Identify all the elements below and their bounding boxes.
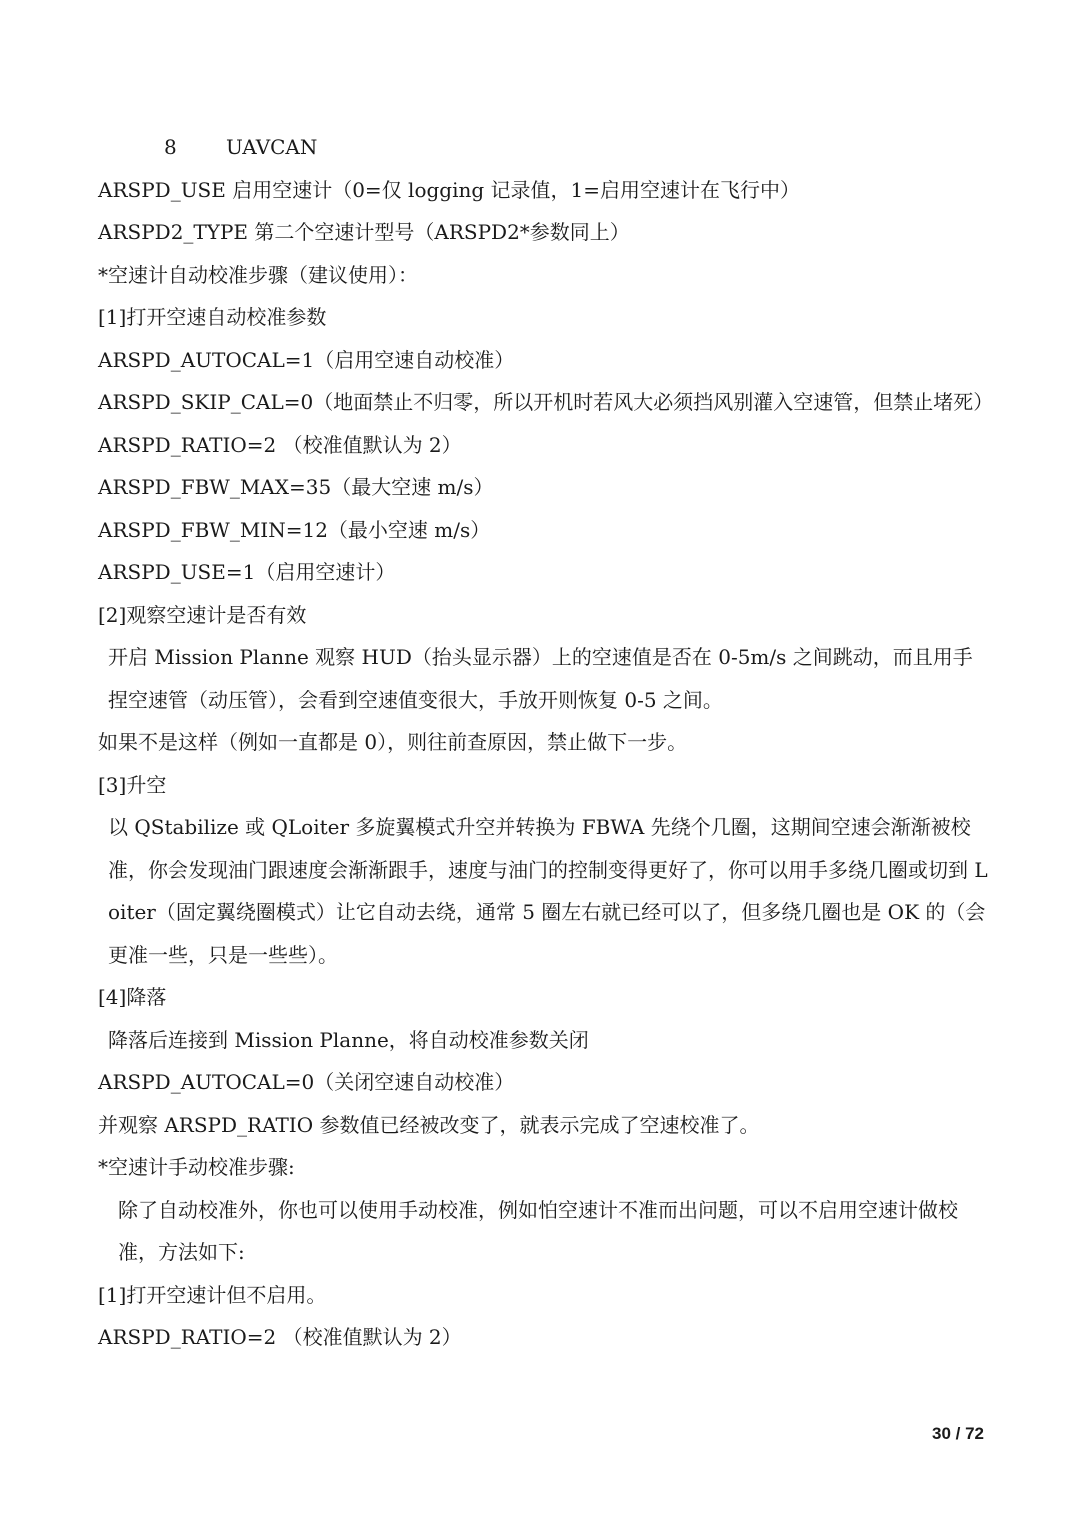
ratio-changed-note: 并观察 ARSPD_RATIO 参数值已经被改变了，就表示完成了空速校准了。 — [98, 1112, 760, 1137]
param-fbw-min: ARSPD_FBW_MIN=12（最小空速 m/s） — [98, 517, 491, 542]
manual-calibration-paragraph: 除了自动校准外，你也可以使用手动校准，例如怕空速计不准而出问题，可以不启用空速计做校准，方法如下: — [118, 1197, 958, 1264]
step-2-note: 如果不是这样（例如一直都是 0），则往前查原因，禁止做下一步。 — [98, 730, 688, 754]
section-heading — [98, 126, 990, 169]
page-number: 30 / 72 — [932, 1424, 984, 1443]
section-title: UAVCAN — [226, 135, 318, 159]
param-arspd-use: ARSPD_USE 启用空速计（0=仅 logging 记录值，1=启用空速计在飞行中） — [98, 177, 801, 202]
section-number: 8 — [164, 135, 177, 159]
step-2-heading: [2]观察空速计是否有效 — [98, 602, 307, 627]
step-4-heading: [4]降落 — [98, 985, 167, 1009]
auto-calibration-heading: *空速计自动校准步骤（建议使用）： — [98, 262, 418, 287]
param-ratio-manual: ARSPD_RATIO=2 （校准值默认为 2） — [98, 1325, 462, 1349]
manual-calibration-heading: *空速计手动校准步骤: — [98, 1155, 295, 1179]
param-fbw-max: ARSPD_FBW_MAX=35（最大空速 m/s） — [98, 475, 494, 499]
param-arspd2-type: ARSPD2_TYPE 第二个空速计型号（ARSPD2*参数同上） — [98, 220, 630, 244]
document-body — [98, 126, 994, 1359]
step-1-heading: [1]打开空速自动校准参数 — [98, 305, 327, 329]
step-3-paragraph: 以 QStabilize 或 QLoiter 多旋翼模式升空并转换为 FBWA 先绕个几圈，这期间空速会渐渐被校准，你会发现油门跟速度会渐渐跟手，速度与油门的控制变得更好了，你可以用手多绕几圈或切到 Loiter（固定翼绕圈模式）让它自动去绕，通常 5 圈左右就已经可以了，但多绕几圈也是 OK 的（会更准一些，只是一些些）。 — [108, 815, 988, 967]
param-autocal-on: ARSPD_AUTOCAL=1（启用空速自动校准） — [98, 347, 515, 372]
param-use-on: ARSPD_USE=1（启用空速计） — [98, 560, 396, 584]
manual-step-1-heading: [1]打开空速计但不启用。 — [98, 1282, 327, 1307]
step-4-paragraph: 降落后连接到 Mission Planne，将自动校准参数关闭 — [108, 1027, 589, 1052]
step-3-heading: [3]升空 — [98, 772, 167, 797]
param-skip-cal: ARSPD_SKIP_CAL=0（地面禁止不归零，所以开机时若风大必须挡风别灌入空速管，但禁止堵死） — [98, 390, 994, 414]
param-ratio: ARSPD_RATIO=2 （校准值默认为 2） — [98, 432, 462, 457]
step-2-paragraph: 开启 Mission Planne 观察 HUD（抬头显示器）上的空速值是否在 0-5m/s 之间跳动，而且用手捏空速管（动压管），会看到空速值变很大，手放开则恢复 0-5 之间。 — [108, 645, 973, 712]
param-autocal-off: ARSPD_AUTOCAL=0（关闭空速自动校准） — [98, 1070, 515, 1094]
